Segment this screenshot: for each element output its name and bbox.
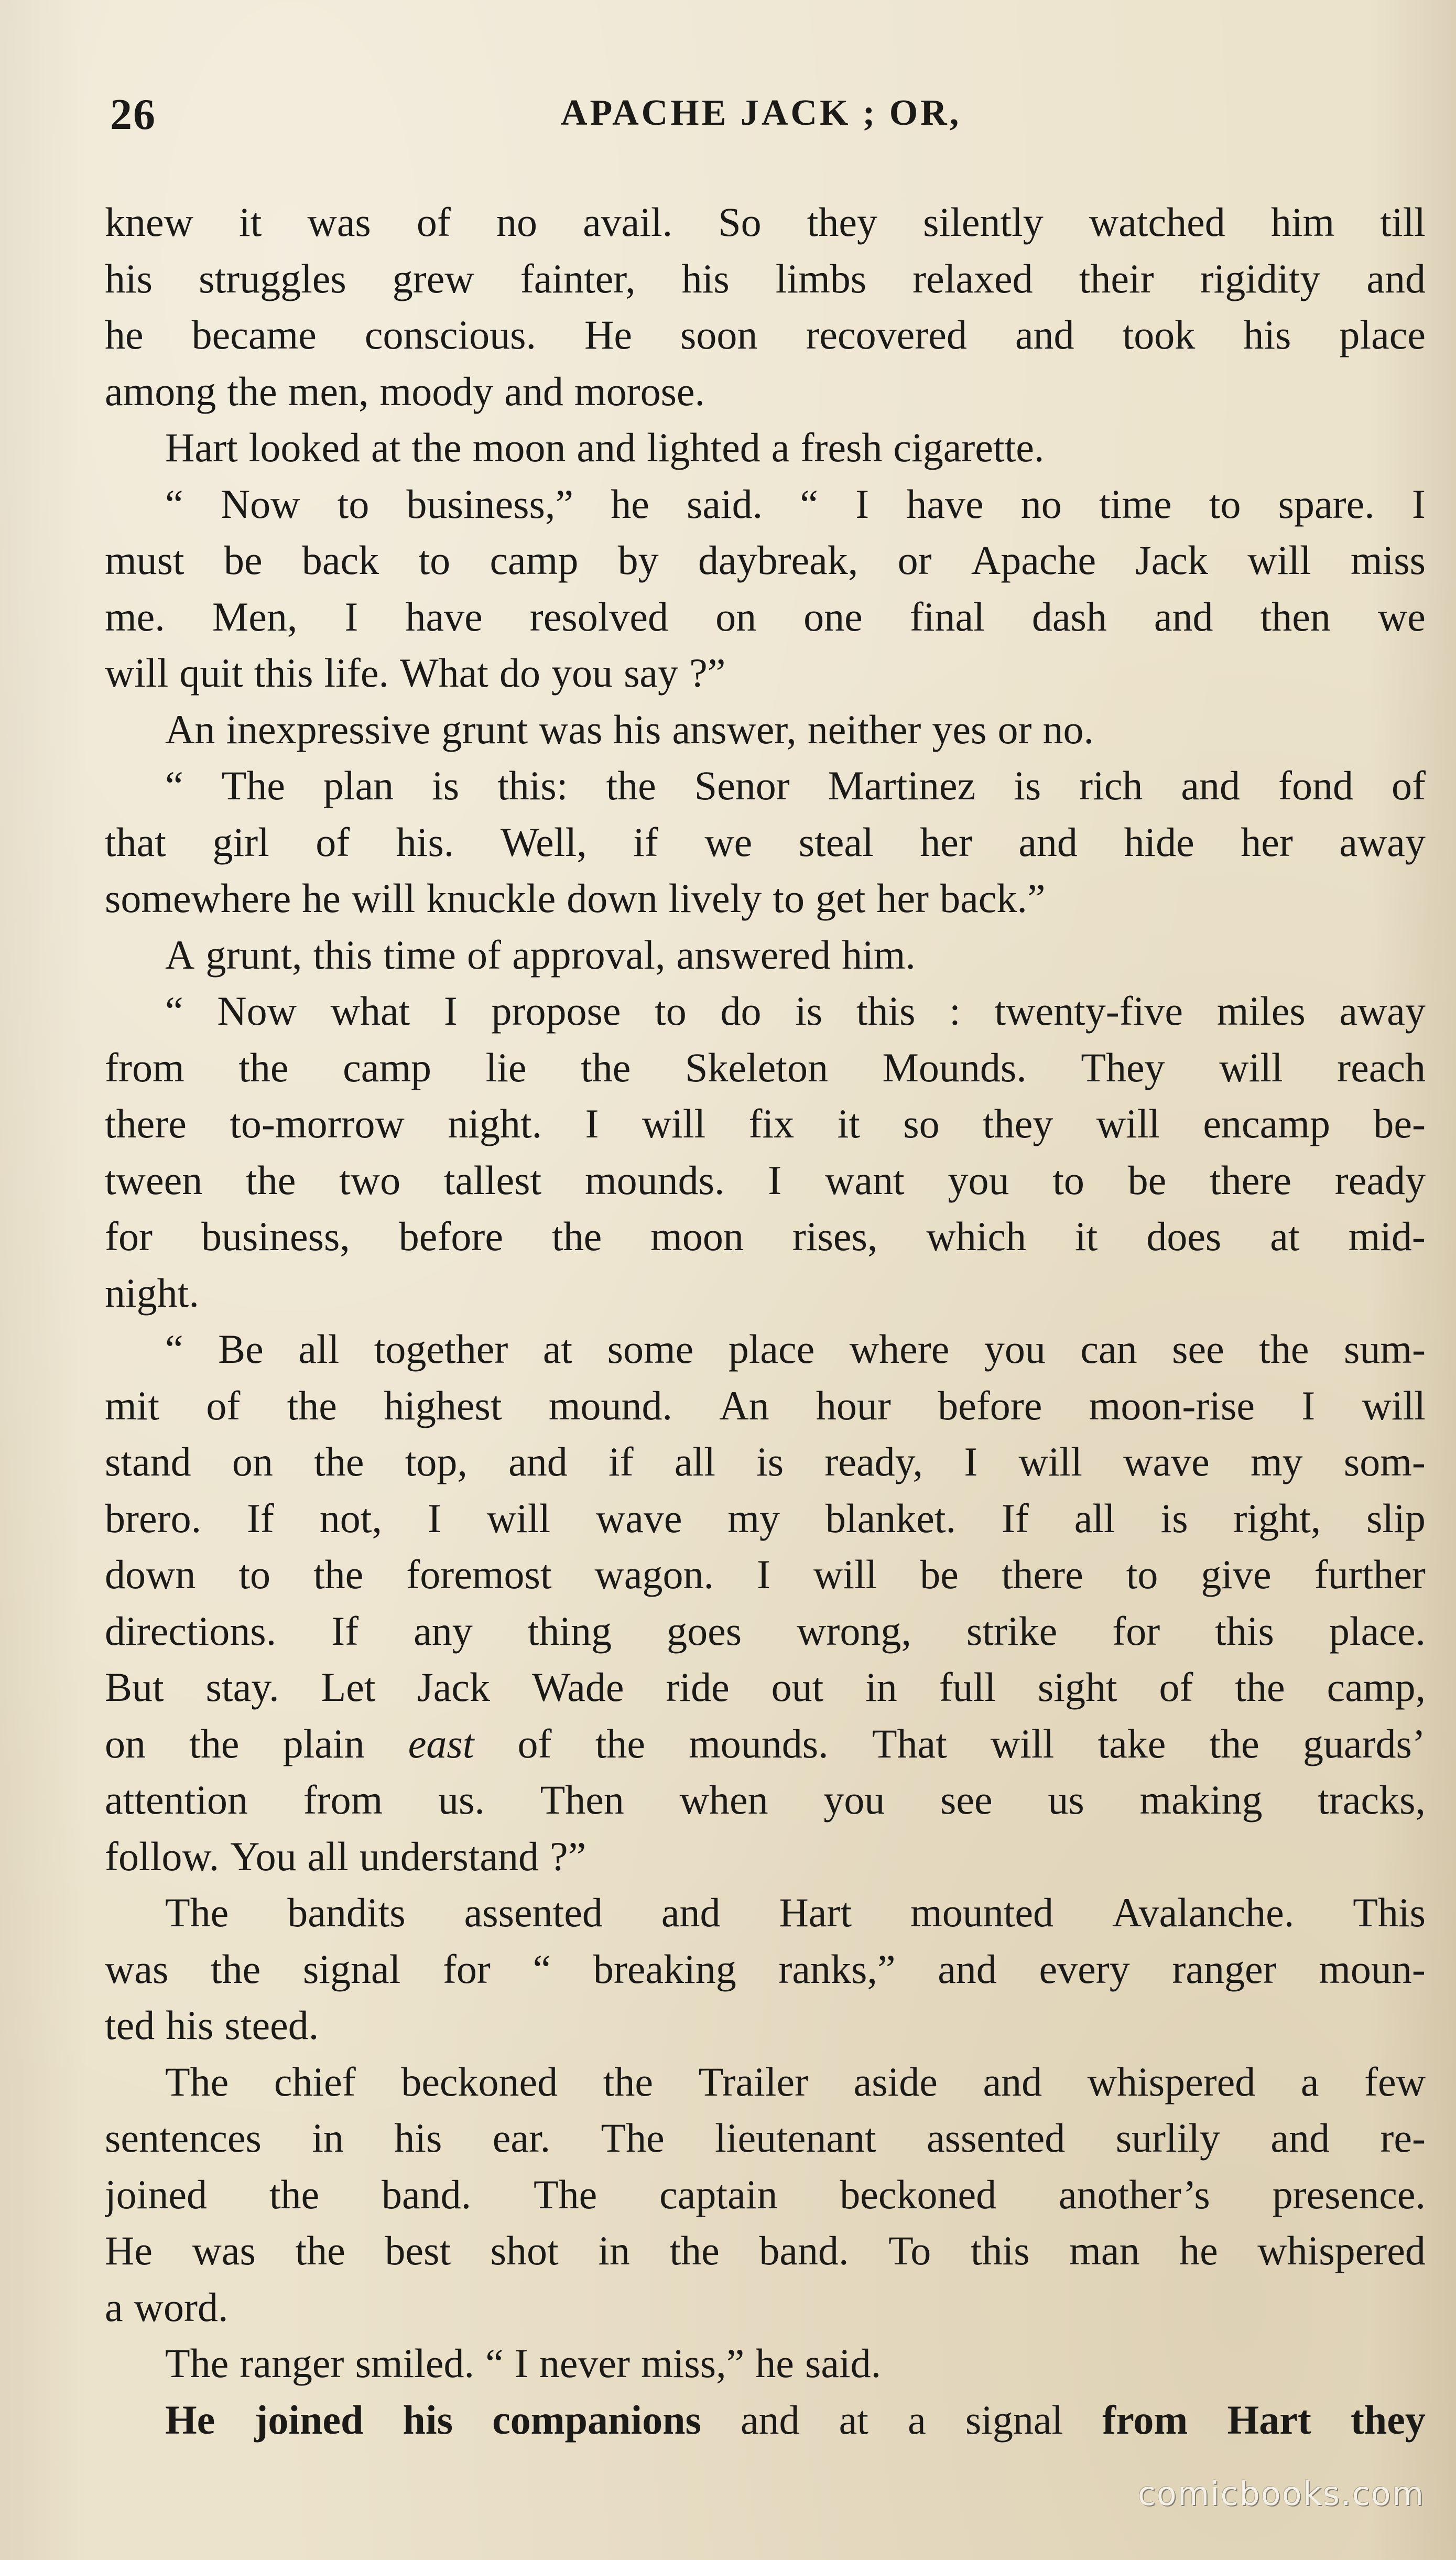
text-line: tween the two tallest mounds. I want you to be there ready (105, 1157, 1426, 1203)
text-line: A grunt, this time of approval, answered him. (165, 931, 916, 978)
text-line: for business, before the moon rises, which it does at mid- (105, 1213, 1426, 1259)
running-title: APACHE JACK ; OR, (561, 93, 962, 133)
text-line: he became conscious. He soon recovered and took his place (105, 312, 1426, 357)
watermark: comicbooks.com (1137, 2475, 1425, 2513)
text-line: The bandits assented and Hart mounted Avalanche. This (165, 1890, 1426, 1935)
text-line: will quit this life. What do you say ?” (105, 650, 726, 696)
text-line: stand on the top, and if all is ready, I will wave my som- (105, 1439, 1426, 1484)
running-head (110, 89, 1420, 147)
text-line: “ Now what I propose to do is this : twenty-five miles away (165, 988, 1426, 1034)
text-line: brero. If not, I will wave my blanket. If all is right, slip (105, 1495, 1426, 1541)
text-line: attention from us. Then when you see us making tracks, (105, 1777, 1426, 1823)
text-line: “ Now to business,” he said. “ I have no time to spare. I (165, 481, 1426, 527)
body-text (105, 194, 1426, 2448)
text-line: his struggles grew fainter, his limbs relaxed their rigidity and (105, 255, 1426, 301)
text-line: An inexpressive grunt was his answer, neither yes or no. (165, 706, 1094, 752)
text-line: must be back to camp by daybreak, or Apache Jack will miss (105, 537, 1426, 583)
text-line: on the plain east of the mounds. That will take the guards’ (105, 1720, 1426, 1766)
text-line: ted his steed. (105, 2002, 319, 2048)
text-line: that girl of his. Well, if we steal her and hide her away (105, 819, 1426, 865)
text-line: “ Be all together at some place where you can see the sum- (165, 1326, 1426, 1372)
text-line: The ranger smiled. “ I never miss,” he said. (165, 2340, 882, 2386)
text-line: follow. You all understand ?” (105, 1833, 586, 1879)
text-line: “ The plan is this: the Senor Martinez is rich and fond of (165, 763, 1426, 808)
text-line: was the signal for “ breaking ranks,” and every ranger moun- (105, 1946, 1426, 1992)
text-line: He was the best shot in the band. To this man he whispered (105, 2228, 1426, 2273)
text-line: But stay. Let Jack Wade ride out in full sight of the camp, (105, 1664, 1426, 1710)
text-line: He joined his companions and at a signal from Hart they (165, 2396, 1426, 2443)
text-line: me. Men, I have resolved on one final dash and then we (105, 593, 1426, 639)
text-line: night. (105, 1270, 199, 1316)
text-line: there to-morrow night. I will fix it so they will encamp be- (105, 1101, 1426, 1146)
text-line: joined the band. The captain beckoned another’s presence. (105, 2171, 1426, 2217)
page-number: 26 (110, 90, 156, 139)
text-line: from the camp lie the Skeleton Mounds. They will reach (105, 1044, 1426, 1090)
text-line: somewhere he will knuckle down lively to get her back.” (105, 875, 1046, 921)
text-line: among the men, moody and morose. (105, 368, 705, 414)
text-line: Hart looked at the moon and lighted a fresh cigarette. (165, 425, 1045, 470)
text-line: sentences in his ear. The lieutenant assented surlily and re- (105, 2115, 1426, 2161)
text-line: The chief beckoned the Trailer aside and whispered a few (165, 2058, 1426, 2105)
text-line: mit of the highest mound. An hour before moon-rise I will (105, 1382, 1426, 1428)
text-line: knew it was of no avail. So they silently watched him till (105, 199, 1426, 245)
text-line: down to the foremost wagon. I will be there to give further (105, 1552, 1426, 1597)
text-line: a word. (105, 2284, 229, 2330)
text-line: directions. If any thing goes wrong, strike for this place. (105, 1608, 1426, 1654)
